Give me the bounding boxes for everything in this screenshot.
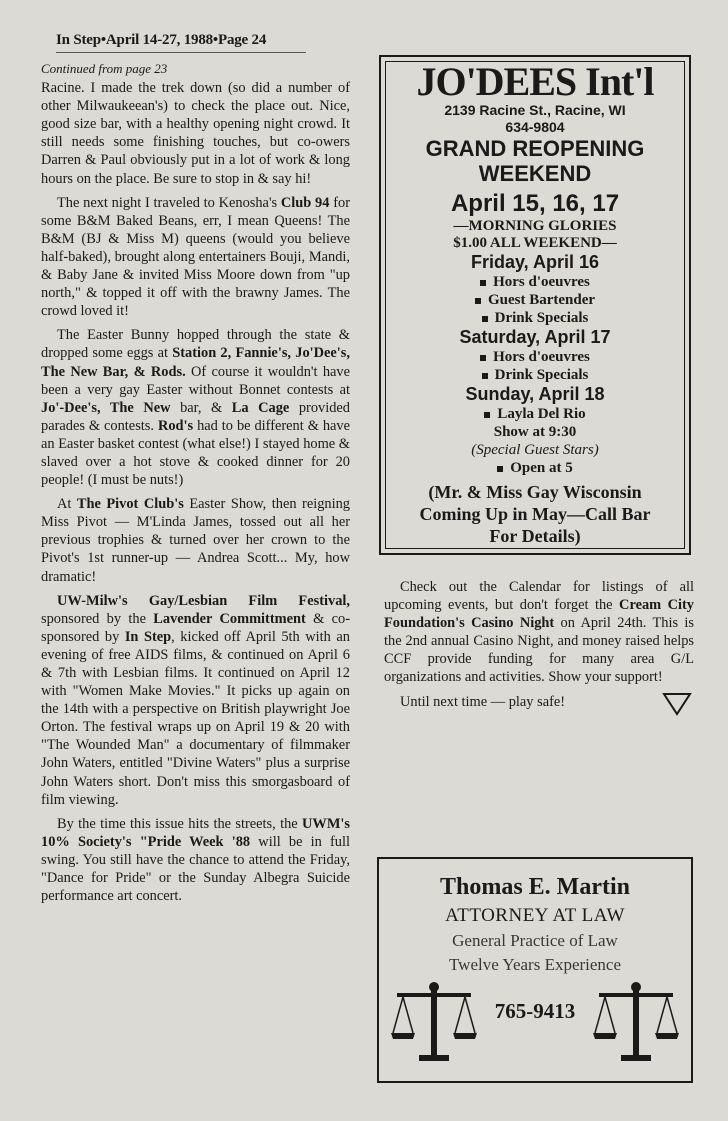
bullet-icon [482, 316, 488, 322]
scales-of-justice-icon [389, 981, 479, 1067]
ad-headline: GRAND REOPENING [425, 136, 645, 161]
practice-line: General Practice of Law [452, 931, 618, 950]
experience-line: Twelve Years Experience [448, 955, 622, 974]
bullet-icon [484, 412, 490, 418]
attorney-title: ATTORNEY AT LAW [445, 905, 625, 926]
day-heading: Sunday, April 18 [465, 384, 605, 404]
bullet-icon [480, 280, 486, 286]
ad-footer: (Mr. & Miss Gay Wisconsin Coming Up in May—Call Bar For Details) [419, 482, 651, 546]
article-paragraph: By the time this issue hits the streets, the UWM's 10% Society's "Pride Week '88 will be in full swing. You still have the chance to attend the Friday, "Dance for Pride" or the Sunday Albegra Suicide performance art concert. [41, 815, 350, 905]
article-paragraph: The Easter Bunny hopped through the state & dropped some eggs at Station 2, Fannie's, Jo'Dee's, The New Bar, & Rods. Of course it wouldn't have been a very gay Easter without Bonnet contests at Jo'-Dee's, The New bar, & La Cage provided parades & contests. Rod's had to be different & have an Easter basket contest (what else!) I stayed home & slaved over a hot stove & cooked dinner for 20 people! (I must be nuts!) [41, 327, 350, 489]
header-rule [56, 52, 306, 53]
day-item: Hors d'oeuvres [386, 273, 684, 291]
right-column-text [384, 578, 694, 717]
triangle-down-icon [662, 692, 692, 716]
bullet-icon [482, 373, 488, 379]
casino-paragraph: Check out the Calendar for listings of all upcoming events, but don't forget the Cream City Foundation's Casino Night on April 24th. This is the 2nd annual Casino Night, and money raised helps CCF provide funding for many area G/L organizations and activities. Show your support! [384, 579, 694, 686]
ad-headline-2: WEEKEND [478, 161, 592, 186]
open-time: Open at 5 [386, 459, 684, 477]
day-heading: Friday, April 16 [470, 252, 600, 272]
bullet-icon [480, 355, 486, 361]
continued-note: Continued from page 23 [41, 61, 168, 76]
jodees-advertisement [379, 55, 691, 555]
day-item: Drink Specials [386, 366, 684, 384]
scales-of-justice-icon [591, 981, 681, 1067]
article-paragraph: UW-Milw's Gay/Lesbian Film Festival, sponsored by the Lavender Committment & co-sponsored by In Step, kicked off April 5th with an evening of free AIDS films, & continued on April 6 & 7th with Lesbian films. It continued on April 12 with "Women Make Movies." It picks up again on the 14th with a perspective on British playwright Joe Orton. The festival wraps up on April 19 & 20 with "The Wounded Man" a documentary of filmmaker John Waters, entitled "Divine Waters" plus a surprise John Waters short. Don't miss this smorgasboard of film viewing. [41, 592, 351, 808]
bar-logo: JO'DEES Int'l [416, 62, 654, 102]
bar-phone: 634-9804 [505, 119, 565, 135]
article-paragraph: The next night I traveled to Kenosha's Club 94 for some B&M Baked Beans, err, I mean Queens! The B&M (BJ & Miss M) queens (would you believe half-baked), brought along entertainers Bouji, Mandi, & Baby Jane & invited Miss Moore down from "up north," & topped it off with the brawny James. The crowd loved it! [41, 194, 350, 320]
article-paragraph: At The Pivot Club's Easter Show, then reigning Miss Pivot — M'Linda James, tossed out all her previous trophies & turned over her crown to the Pivot's 1st runner-up — Andrea Scott... My, how dramatic! [41, 496, 350, 585]
morning-glories: —MORNING GLORIES [453, 218, 617, 234]
day-item: Drink Specials [386, 309, 684, 327]
attorney-phone: 765-9413 [494, 999, 576, 1023]
all-weekend-price: $1.00 ALL WEEKEND— [453, 235, 617, 251]
signoff: Until next time — play safe! [384, 693, 694, 711]
special-guests: (Special Guest Stars) [471, 442, 599, 458]
show-time: Show at 9:30 [493, 424, 577, 440]
bullet-icon [497, 466, 503, 472]
left-column [41, 60, 350, 911]
article-paragraph: Racine. I made the trek down (so did a number of other Milwaukeean's) to check the place out. Nice, good size bar, with a healthy opening night crowd. It still needs some finishing touches, but co-owers Darren & Paul obviously put in a lot of work & long hours on the place. Be sure to stop in & say hi! [41, 80, 350, 187]
day-item: Guest Bartender [386, 291, 684, 309]
day-heading: Saturday, April 17 [459, 327, 611, 347]
day-item: Hors d'oeuvres [386, 348, 684, 366]
attorney-name: Thomas E. Martin [439, 874, 630, 900]
page-header: In Step•April 14-27, 1988•Page 24 [56, 32, 267, 48]
bar-address: 2139 Racine St., Racine, WI [444, 102, 626, 118]
day-item: Layla Del Rio [386, 405, 684, 423]
bullet-icon [475, 298, 481, 304]
ad-inner-border [385, 61, 685, 549]
attorney-advertisement [377, 857, 693, 1083]
event-dates: April 15, 16, 17 [450, 190, 620, 217]
